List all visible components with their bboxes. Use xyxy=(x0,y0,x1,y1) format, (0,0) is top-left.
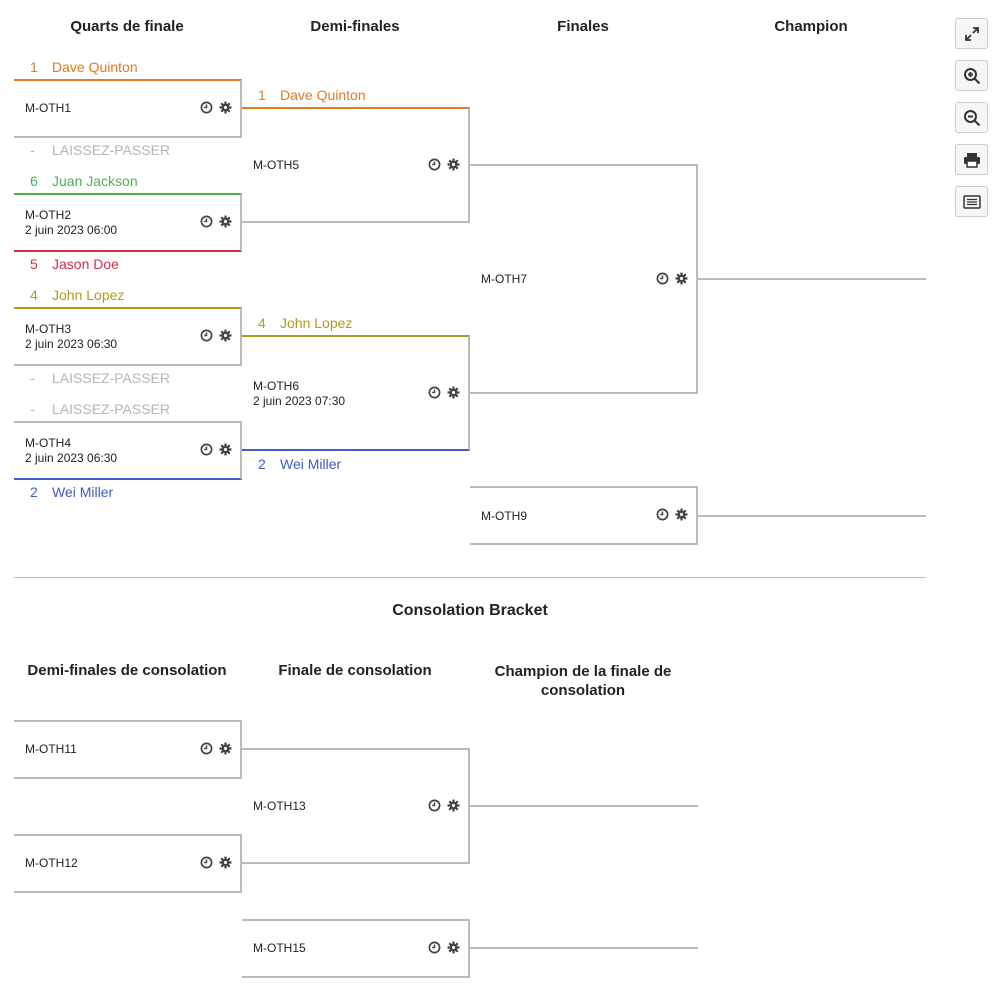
gear-icon[interactable] xyxy=(675,272,688,285)
player-s1-top[interactable] xyxy=(258,87,366,103)
player-seed: 4 xyxy=(30,287,38,303)
zoom-in-button[interactable] xyxy=(955,60,988,91)
clock-icon[interactable] xyxy=(200,329,213,342)
clock-icon[interactable] xyxy=(656,508,669,521)
match-actions xyxy=(200,742,232,755)
section-divider xyxy=(14,577,926,578)
clock-icon[interactable] xyxy=(428,799,441,812)
header-semifinals: Demi-finales xyxy=(310,18,400,35)
print-icon xyxy=(963,152,981,168)
clock-icon[interactable] xyxy=(428,158,441,171)
player-name: Wei Miller xyxy=(52,484,114,500)
match-id: M-OTH15 xyxy=(253,941,306,955)
player-q4-top xyxy=(30,401,170,417)
player-name: John Lopez xyxy=(280,315,353,331)
clock-icon[interactable] xyxy=(428,386,441,399)
match-actions xyxy=(428,386,460,399)
fullscreen-button[interactable] xyxy=(955,18,988,49)
match-id: M-OTH7 xyxy=(481,272,527,286)
gear-icon[interactable] xyxy=(219,215,232,228)
player-seed: 2 xyxy=(258,456,266,472)
zoom-out-icon xyxy=(963,109,981,127)
player-s2-top[interactable] xyxy=(258,315,352,331)
header-champion: Champion xyxy=(774,18,848,35)
match-actions xyxy=(200,215,232,228)
clock-icon[interactable] xyxy=(428,941,441,954)
match-id: M-OTH6 xyxy=(253,379,299,393)
match-actions xyxy=(428,158,460,171)
match-id: M-OTH2 xyxy=(25,208,71,222)
list-view-button[interactable] xyxy=(955,186,988,217)
clock-icon[interactable] xyxy=(200,742,213,755)
match-date: 2 juin 2023 06:30 xyxy=(25,337,118,351)
player-seed: - xyxy=(30,370,35,386)
match-id: M-OTH12 xyxy=(25,856,78,870)
player-name: Jason Doe xyxy=(52,256,119,272)
gear-icon[interactable] xyxy=(219,329,232,342)
match-id: M-OTH1 xyxy=(25,101,71,115)
player-seed: 4 xyxy=(258,315,266,331)
player-seed: 1 xyxy=(258,87,266,103)
gear-icon[interactable] xyxy=(219,101,232,114)
match-actions xyxy=(656,508,688,521)
match-box-m1[interactable] xyxy=(14,79,242,138)
match-actions xyxy=(200,443,232,456)
gear-icon[interactable] xyxy=(219,856,232,869)
match-box-m2[interactable] xyxy=(14,193,242,252)
third-place-line xyxy=(698,515,926,517)
clock-icon[interactable] xyxy=(200,856,213,869)
match-actions xyxy=(428,941,460,954)
match-id: M-OTH13 xyxy=(253,799,306,813)
gear-icon[interactable] xyxy=(447,386,460,399)
match-actions xyxy=(200,856,232,869)
match-id: M-OTH9 xyxy=(481,509,527,523)
match-box-m12[interactable] xyxy=(14,834,242,893)
gear-icon[interactable] xyxy=(447,941,460,954)
player-name: LAISSEZ-PASSER xyxy=(52,142,171,158)
match-id: M-OTH11 xyxy=(25,742,77,756)
zoom-out-button[interactable] xyxy=(955,102,988,133)
match-box-m6[interactable] xyxy=(242,335,470,451)
player-seed: 5 xyxy=(30,256,38,272)
gear-icon[interactable] xyxy=(219,742,232,755)
consolation-third-line xyxy=(470,947,698,949)
match-id: M-OTH3 xyxy=(25,322,71,336)
player-q2-bottom[interactable] xyxy=(30,256,119,272)
match-box-m9[interactable] xyxy=(470,486,698,545)
match-box-m13[interactable] xyxy=(242,748,470,864)
match-date: 2 juin 2023 06:00 xyxy=(25,223,118,237)
list-icon xyxy=(963,195,981,209)
player-seed: - xyxy=(30,142,35,158)
clock-icon[interactable] xyxy=(200,443,213,456)
player-q3-bottom xyxy=(30,370,170,386)
match-actions xyxy=(200,329,232,342)
player-q1-top[interactable] xyxy=(30,59,138,75)
expand-icon xyxy=(964,26,980,42)
player-seed: 6 xyxy=(30,173,38,189)
match-actions xyxy=(428,799,460,812)
match-box-m7[interactable] xyxy=(470,164,698,394)
match-date: 2 juin 2023 07:30 xyxy=(253,394,346,408)
match-actions xyxy=(656,272,688,285)
gear-icon[interactable] xyxy=(219,443,232,456)
player-name: Juan Jackson xyxy=(52,173,138,189)
clock-icon[interactable] xyxy=(200,215,213,228)
header-consolation-final: Finale de consolation xyxy=(278,662,432,679)
header-consolation-champion: Champion de la finale de consolation xyxy=(494,663,672,699)
match-box-m11[interactable] xyxy=(14,720,242,779)
player-seed: 1 xyxy=(30,59,38,75)
player-q1-bottom xyxy=(30,142,170,158)
match-id: M-OTH5 xyxy=(253,158,299,172)
match-box-m5[interactable] xyxy=(242,107,470,223)
gear-icon[interactable] xyxy=(447,158,460,171)
match-box-m3[interactable] xyxy=(14,307,242,366)
player-name: John Lopez xyxy=(52,287,125,303)
player-seed: 2 xyxy=(30,484,38,500)
player-name: LAISSEZ-PASSER xyxy=(52,370,171,386)
player-s2-bottom[interactable] xyxy=(258,456,341,472)
header-quarterfinals: Quarts de finale xyxy=(70,18,184,35)
match-date: 2 juin 2023 06:30 xyxy=(25,451,118,465)
player-q2-top[interactable] xyxy=(30,173,138,189)
gear-icon[interactable] xyxy=(675,508,688,521)
zoom-in-icon xyxy=(963,67,981,85)
champion-line xyxy=(698,278,926,280)
match-box-m15[interactable] xyxy=(242,919,470,978)
match-id: M-OTH4 xyxy=(25,436,71,450)
player-name: LAISSEZ-PASSER xyxy=(52,401,171,417)
player-seed: - xyxy=(30,401,35,417)
consolation-champion-line xyxy=(470,805,698,807)
consolation-title: Consolation Bracket xyxy=(392,602,548,619)
player-name: Dave Quinton xyxy=(280,87,366,103)
gear-icon[interactable] xyxy=(447,799,460,812)
clock-icon[interactable] xyxy=(656,272,669,285)
match-actions xyxy=(200,101,232,114)
header-consolation-semis: Demi-finales de consolation xyxy=(27,662,227,679)
player-q4-bottom[interactable] xyxy=(30,484,113,500)
header-finals: Finales xyxy=(557,18,609,35)
player-name: Wei Miller xyxy=(280,456,342,472)
player-q3-top[interactable] xyxy=(30,287,124,303)
print-button[interactable] xyxy=(955,144,988,175)
clock-icon[interactable] xyxy=(200,101,213,114)
match-box-m4[interactable] xyxy=(14,421,242,480)
player-name: Dave Quinton xyxy=(52,59,138,75)
